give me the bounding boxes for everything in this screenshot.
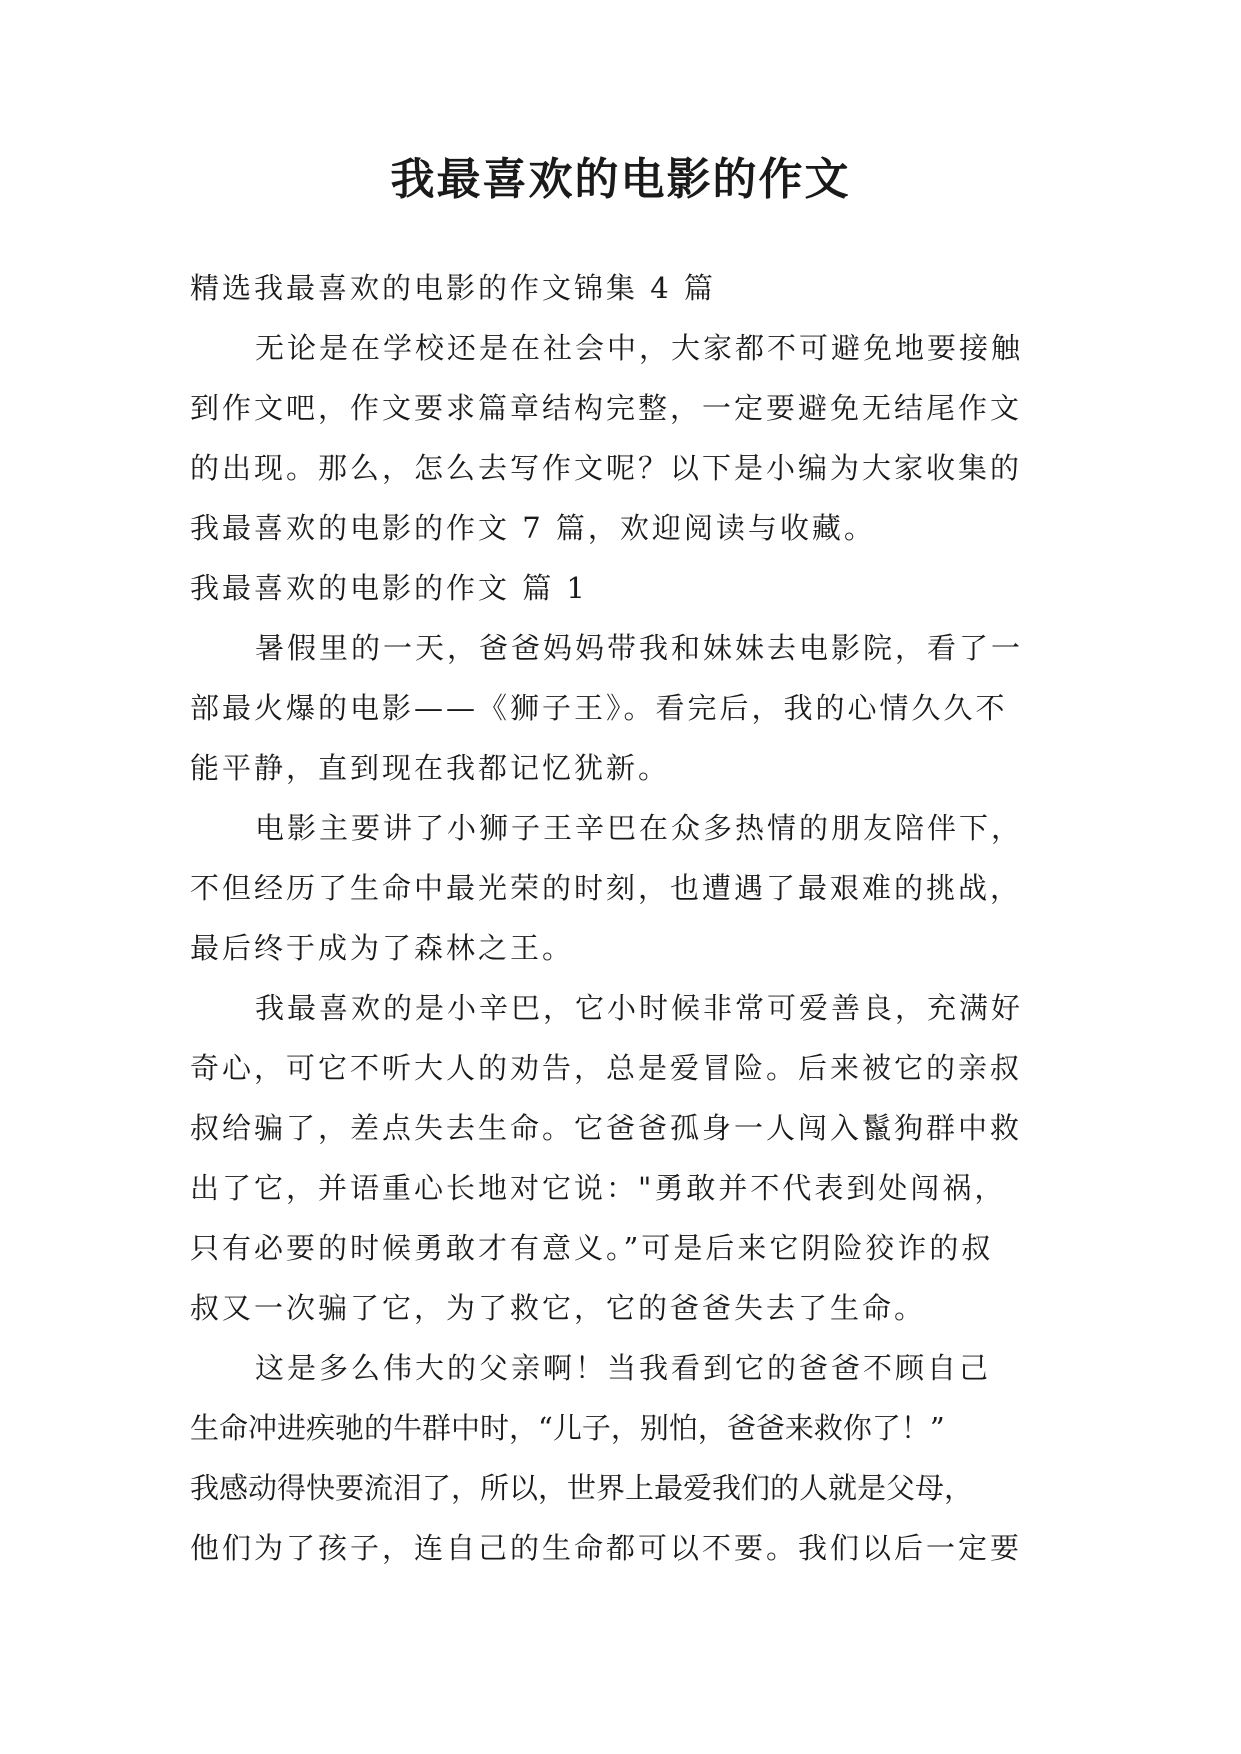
paragraph-line: 不但经历了生命中最光荣的时刻，也遭遇了最艰难的挑战， xyxy=(190,871,1023,905)
paragraph-line: 奇心，可它不听大人的劝告，总是爱冒险。后来被它的亲叔 xyxy=(190,1051,1023,1085)
paragraph-line: 我最喜欢的是小辛巴，它小时候非常可爱善良，充满好 xyxy=(255,991,1024,1025)
paragraph-line: 他们为了孩子，连自己的生命都可以不要。我们以后一定要 xyxy=(190,1531,1023,1565)
paragraph-line: 叔又一次骗了它，为了救它，它的爸爸失去了生命。 xyxy=(190,1291,927,1325)
document-title: 我最喜欢的电影的作文 xyxy=(390,154,851,205)
paragraph-line: 我最喜欢的电影的作文 7 篇，欢迎阅读与收藏。 xyxy=(190,511,876,545)
paragraph-line: 只有必要的时候勇敢才有意义。”可是后来它阴险狡诈的叔 xyxy=(190,1231,994,1265)
subtitle-line: 精选我最喜欢的电影的作文锦集 4 篇 xyxy=(190,271,716,305)
paragraph-line: 最后终于成为了森林之王。 xyxy=(190,931,575,965)
document-body xyxy=(190,258,1060,1578)
paragraph-line: 到作文吧，作文要求篇章结构完整，一定要避免无结尾作文 xyxy=(190,391,1023,425)
paragraph-line: 无论是在学校还是在社会中，大家都不可避免地要接触 xyxy=(255,331,1024,365)
paragraph-line: 生命冲进疾驰的牛群中时，“儿子，别怕，爸爸来救你了！” xyxy=(190,1411,945,1445)
paragraph-line: 这是多么伟大的父亲啊！当我看到它的爸爸不顾自己 xyxy=(255,1351,992,1385)
section-heading: 我最喜欢的电影的作文 篇 1 xyxy=(190,571,588,605)
paragraph-line: 出了它，并语重心长地对它说："勇敢并不代表到处闯祸， xyxy=(190,1171,1007,1205)
paragraph-line: 我感动得快要流泪了，所以，世界上最爱我们的人就是父母， xyxy=(190,1471,974,1505)
paragraph-line: 电影主要讲了小狮子王辛巴在众多热情的朋友陪伴下， xyxy=(255,811,1024,845)
paragraph-line: 的出现。那么，怎么去写作文呢？以下是小编为大家收集的 xyxy=(190,451,1023,485)
paragraph-line: 暑假里的一天，爸爸妈妈带我和妹妹去电影院，看了一 xyxy=(255,631,1024,665)
paragraph-line: 部最火爆的电影——《狮子王》。看完后，我的心情久久不 xyxy=(190,691,1008,725)
paragraph-line: 叔给骗了，差点失去生命。它爸爸孤身一人闯入鬣狗群中救 xyxy=(190,1111,1023,1145)
paragraph-line: 能平静，直到现在我都记忆犹新。 xyxy=(190,751,671,785)
